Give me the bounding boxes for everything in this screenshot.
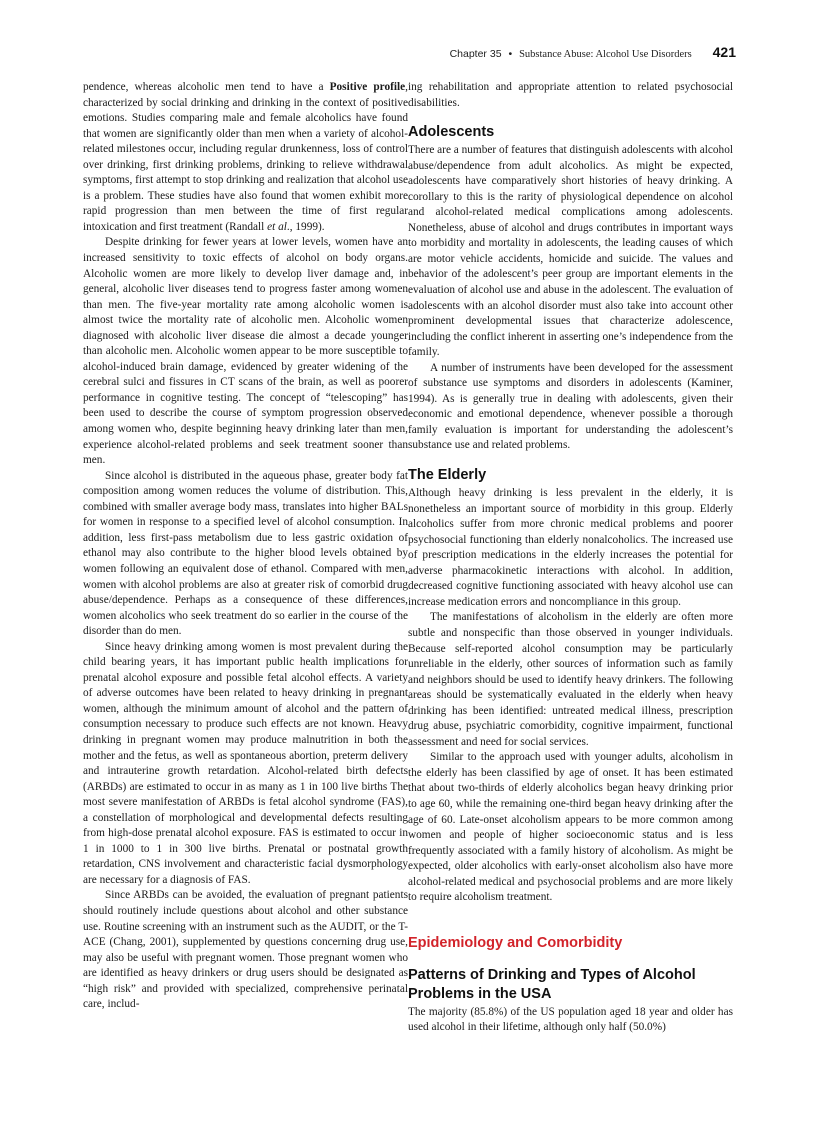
paragraph (83, 80, 408, 235)
bullet-separator: • (508, 48, 513, 60)
paragraph: Since ARBDs can be avoided, the evaluation of pregnant patients should routinely include questions about alcohol and other substance use. Routine screening with an instrument such as the AUDIT, or the T-ACE (Chang, 2001), supplemented by questions concerning drug use, may also be useful with pregnant women. Those pregnant women who are identified as heavy drinkers or drug users should be designated as “high risk” and provided with specialized, comprehensive perinatal care, includ- (83, 889, 408, 1011)
section-heading-elderly: The Elderly (408, 467, 487, 484)
chapter-title: Substance Abuse: Alcohol Use Disorders (519, 49, 692, 60)
subheading-patterns: Patterns of Drinking and Types of Alcohol Problems in the USA (408, 966, 696, 1002)
paragraph: ing rehabilitation and appropriate attention to related psychosocial disabilities. (408, 81, 733, 109)
paragraph: A number of instruments have been developed for the assessment of substance use symptoms and disorders in adolescents (Kaminer, 1994). As is generally true in dealing with adolescents, given their economic and emotional dependence, whenever possible a thorough family evaluation is important for understanding the adolescent’s substance use and related problems. (408, 361, 733, 452)
paragraph: Although heavy drinking is less prevalent in the elderly, it is nonetheless an important source of morbidity in this group. Elderly alcoholics suffer from more chronic medical problems and poorer psychosocial functioning than elderly nonalcoholics. The increased use of prescription medications in the elderly increases the potential for adverse pharmacokinetic interactions with alcohol. In addition, decreased cognitive functioning associated with heavy alcohol use can increase medication errors and noncompliance in this group. (408, 487, 733, 608)
paragraph: There are a number of features that distinguish adolescents with alcohol abuse/dependence from adult alcoholics. As might be expected, adolescents have comparatively short histories of heavy drinking. A corollary to this is the rarity of physiological dependence on alcohol and alcohol-related medical complications among adolescents. Nonetheless, abuse of alcohol and drugs contributes in important ways to morbidity and mortality in adolescents, the leading causes of which are motor vehicle accidents, homicide and suicide. The values and behavior of the adolescent’s peer group are important elements in the evaluation of alcohol use and abuse in the adolescent. The evaluation of adolescents with an alcohol disorder must also take into account other prominent developmental issues that characterize adolescence, including the conflict inherent in asserting one’s independence from the family. (408, 144, 733, 359)
paragraph: The manifestations of alcoholism in the elderly are often more subtle and nonspecific than those observed in younger individuals. Because self-reported alcohol consumption may be particularly unreliable in the elderly, other sources of information such as family and neighbors should be used to identify heavy drinkers. The following areas should be systematically evaluated in the elderly when heavy drinking has been identified: untreated medical illness, prescription drug abuse, psychiatric comorbidity, cognitive impairment, functional assessment and need for social services. (408, 611, 733, 748)
page-number: 421 (712, 44, 736, 60)
paragraph: Despite drinking for fewer years at lower levels, women have an increased sensitivity to toxic effects of alcohol on body organs. Alcoholic women are more likely to develop liver damage and, in general, alcoholic liver diseases tend to progress faster among women than men. The five-year mortality rate among alcoholic women is almost twice the mortality rate of alcoholic men. Alcoholic women diagnosed with alcoholic liver disease die almost a decade younger than alcoholic men. Alcoholic women appear to be more susceptible to alcohol-induced brain damage, evidenced by greater widening of the cerebral sulci and fissures in CT scans of the brain, as well as poorer performance in cognitive testing. The concept of “telescoping” has been used to describe the course of symptom progression observed among women who, despite beginning heavy drinking later than men, experience alcohol-related problems and seek treatment sooner than men. (83, 236, 408, 467)
text-run: ., 1999). (286, 220, 325, 233)
paragraph: Since alcohol is distributed in the aqueous phase, greater body fat composition among women reduces the volume of distribution. This, combined with smaller average body mass, translates into higher BALs for women in response to a specified level of alcohol consumption. In addition, less first-pass metabolism due to less gastric oxidation of ethanol may also contribute to the higher blood levels obtained by women following an equivalent dose of ethanol. Compared with men, women with alcohol problems are also at greater risk of comorbid drug abuse/dependence. Perhaps as a consequence of these differences, women alcoholics who seek treatment do so earlier in the course of the disorder than do men. (83, 469, 408, 638)
right-column (408, 80, 733, 1036)
italic-text: et al (267, 220, 287, 233)
bold-term: Positive profile (329, 81, 406, 93)
running-head (0, 44, 736, 60)
text-run: , characterized by social drinking and drinking in the context of positive emotions. Studies comparing male and female alcoholics have found that women are significantly older than men when a variety of alcohol-related milestones occur, including regular drunkenness, loss of control over drinking, first drinking problems, drinking to relieve withdrawal symptoms, first attempt to stop drinking and realization that alcohol use is a problem. These studies have also found that women exhibit more rapid progression than men between the time of first regular intoxication and first treatment (Randall (83, 81, 408, 233)
text-run: pendence, whereas alcoholic men tend to have a (83, 81, 330, 93)
left-column (83, 80, 408, 1013)
paragraph: Similar to the approach used with younger adults, alcoholism in the elderly has been classified by age of onset. It has been estimated that about two-thirds of elderly alcoholics began heavy drinking prior to age 60, while the remaining one-third began heavy drinking after the age of 60. Late-onset alcoholism appears to be more common among women and people of higher socioeconomic status and is less frequently associated with a family history of alcoholism. As might be expected, older alcoholics with early-onset alcoholism also have more alcohol-related medical and psychosocial problems and are more likely to require alcoholism treatment. (408, 751, 733, 904)
major-heading-epidemiology: Epidemiology and Comorbidity (408, 934, 623, 951)
section-heading-adolescents: Adolescents (408, 124, 495, 141)
chapter-label: Chapter 35 (449, 48, 502, 60)
paragraph: The majority (85.8%) of the US population aged 18 year and older has used alcohol in their lifetime, although only half (50.0%) (408, 1005, 733, 1034)
paragraph: Since heavy drinking among women is most prevalent during the child bearing years, it has important public health implications for prenatal alcohol exposure and possible fetal alcohol effects. A variety of adverse outcomes have been related to heavy drinking in pregnant women, although the minimum amount of alcohol and the pattern of consumption necessary to produce such effects are not known. Heavy drinking in pregnant women may produce malnutrition in both the mother and the fetus, as well as spontaneous abortion, preterm delivery and intrauterine growth retardation. Alcohol-related birth defects (ARBDs) are estimated to occur in as many as 1 in 100 live births The most severe manifestation of ARBDs is fetal alcohol syndrome (FAS), a constellation of morphological and developmental defects resulting from high-dose prenatal alcohol exposure. FAS is estimated to occur in 1 in 1000 to 1 in 300 live births. Prenatal or postnatal growth retardation, CNS involvement and characteristic facial dysmorphology are necessary for a diagnosis of FAS. (83, 640, 408, 886)
